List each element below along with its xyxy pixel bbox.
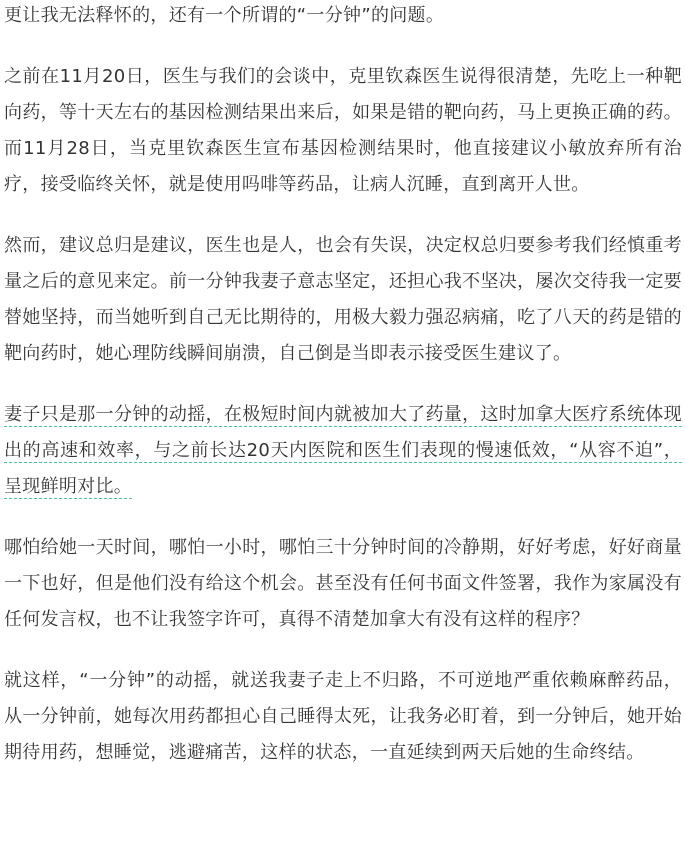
paragraph-conclusion: 就这样，“一分钟”的动摇，就送我妻子走上不归路，不可逆地严重依赖麻醉药品，从一分钟前，她每次用药都担心自己睡得太死，让我务必盯着，到一分钟后，她开始期待用药，想睡觉，逃避痛苦，这样的状态，一直延续到两天后她的生命终结。: [4, 670, 682, 763]
paragraph-highlighted-contrast: [4, 397, 682, 505]
paragraph-decision: 然而，建议总归是建议，医生也是人，也会有失误，决定权总归要参考我们经慎重考量之后的意见来定。前一分钟我妻子意志坚定，还担心我不坚决，屡次交待我一定要替她坚持，而当她听到自己无比期待的，用极大毅力强忍病痛，吃了八天的药是错的靶向药时，她心理防线瞬间崩溃，自己倒是当即表示接受医生建议了。: [4, 235, 682, 364]
paragraph-one-minute-intro: 更让我无法释怀的，还有一个所谓的“一分钟”的问题。: [4, 5, 445, 26]
paragraph-doctor-meeting: 之前在11月20日，医生与我们的会谈中，克里钦森医生说得很清楚，先吃上一种靶向药，等十天左右的基因检测结果出来后，如果是错的靶向药，马上更换正确的药。而11月28日，当克里钦森医生宣布基因检测结果时，他直接建议小敏放弃所有治疗，接受临终关怀，就是使用吗啡等药品，让病人沉睡，直到离开人世。: [4, 66, 682, 195]
highlighted-text[interactable]: 妻子只是那一分钟的动摇，在极短时间内就被加大了药量，这时加拿大医疗系统体现出的高速和效率，与之前长达20天内医院和医生们表现的慢速低效，“从容不迫”，呈现鲜明对比。: [4, 404, 682, 497]
article-body: [4, 0, 682, 796]
paragraph-no-chance: 哪怕给她一天时间，哪怕一小时，哪怕三十分钟时间的冷静期，好好考虑，好好商量一下也好，但是他们没有给这个机会。甚至没有任何书面文件签署，我作为家属没有任何发言权，也不让我签字许可，真得不清楚加拿大有没有这样的程序？: [4, 537, 682, 630]
